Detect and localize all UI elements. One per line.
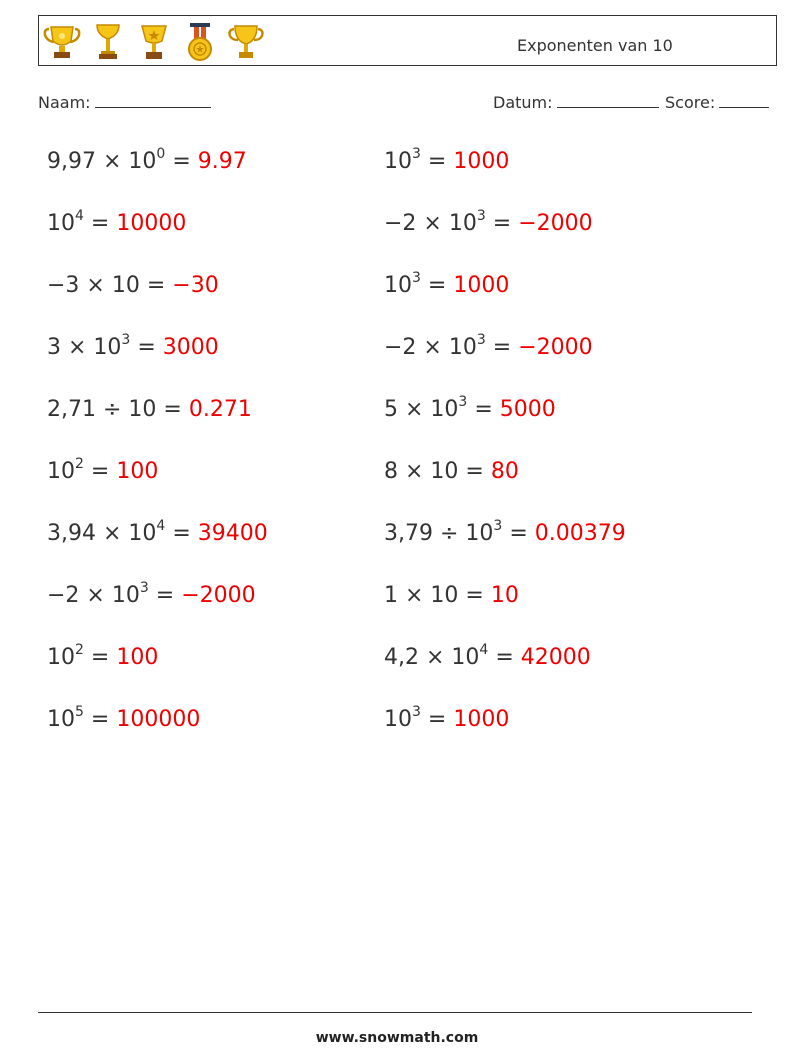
score-label: Score: xyxy=(665,93,716,112)
answer-1: 9.97 xyxy=(197,149,247,174)
answer-4: −2000 xyxy=(518,211,593,236)
answer-13: 39400 xyxy=(197,521,268,546)
problem-17: $10^2 = 100$ xyxy=(47,641,159,670)
problem-6: $10^3 = 1000$ xyxy=(384,269,510,298)
answer-6: 1000 xyxy=(453,273,510,298)
problem-14: $3,79 \div 10^3 = 0.00379$ xyxy=(384,517,626,546)
date-label: Datum: xyxy=(493,93,553,112)
problem-15: $-2 \times 10^3 = -2000$ xyxy=(47,579,256,608)
answer-7: 3000 xyxy=(162,335,219,360)
trophy-row xyxy=(43,21,265,63)
answer-11: 100 xyxy=(116,459,159,484)
answer-15: −2000 xyxy=(181,583,256,608)
problem-8: $-2 \times 10^3 = -2000$ xyxy=(384,331,593,360)
answer-19: 100000 xyxy=(116,707,201,732)
answer-16: 10 xyxy=(490,583,519,608)
answer-18: 42000 xyxy=(520,645,591,670)
answer-12: 80 xyxy=(490,459,519,484)
trophy-plain-icon xyxy=(227,21,265,63)
medal-icon xyxy=(181,21,219,63)
answer-10: 5000 xyxy=(499,397,556,422)
name-label: Naam: xyxy=(38,93,91,112)
answer-20: 1000 xyxy=(453,707,510,732)
problem-1: $9,97 \times 10^0 = 9.97$ xyxy=(47,145,247,174)
worksheet-header xyxy=(38,15,777,66)
name-blank xyxy=(95,93,211,108)
problem-4: $-2 \times 10^3 = -2000$ xyxy=(384,207,593,236)
worksheet-title: Exponenten van 10 xyxy=(517,36,673,55)
problem-7: $3 \times 10^3 = 3000$ xyxy=(47,331,219,360)
footer-divider xyxy=(38,1012,752,1013)
trophy-cup-icon xyxy=(43,21,81,63)
problem-18: $4,2 \times 10^4 = 42000$ xyxy=(384,641,591,670)
problem-10: $5 \times 10^3 = 5000$ xyxy=(384,393,556,422)
name-field xyxy=(38,93,211,112)
answer-8: −2000 xyxy=(518,335,593,360)
problem-12: 8 × 10 = 80 xyxy=(384,459,519,484)
answer-5: −30 xyxy=(172,273,219,298)
problem-20: $10^3 = 1000$ xyxy=(384,703,510,732)
trophy-star-icon xyxy=(135,21,173,63)
problem-2: $10^3 = 1000$ xyxy=(384,145,510,174)
answer-17: 100 xyxy=(116,645,159,670)
answer-3: 10000 xyxy=(116,211,187,236)
answer-2: 1000 xyxy=(453,149,510,174)
problem-16: 1 × 10 = 10 xyxy=(384,583,519,608)
problem-11: $10^2 = 100$ xyxy=(47,455,159,484)
problem-13: $3,94 \times 10^4 = 39400$ xyxy=(47,517,268,546)
problem-3: $10^4 = 10000$ xyxy=(47,207,187,236)
date-blank xyxy=(557,93,659,108)
trophy-goblet-icon xyxy=(89,21,127,63)
score-field xyxy=(665,93,769,112)
date-field xyxy=(493,93,659,112)
problem-9: 2,71 ÷ 10 = 0.271 xyxy=(47,397,252,422)
footer-url: www.snowmath.com xyxy=(315,1030,479,1046)
answer-14: 0.00379 xyxy=(534,521,626,546)
answer-9: 0.271 xyxy=(188,397,252,422)
score-blank xyxy=(719,93,769,108)
problem-19: $10^5 = 100000$ xyxy=(47,703,201,732)
problem-5: −3 × 10 = −30 xyxy=(47,273,219,298)
